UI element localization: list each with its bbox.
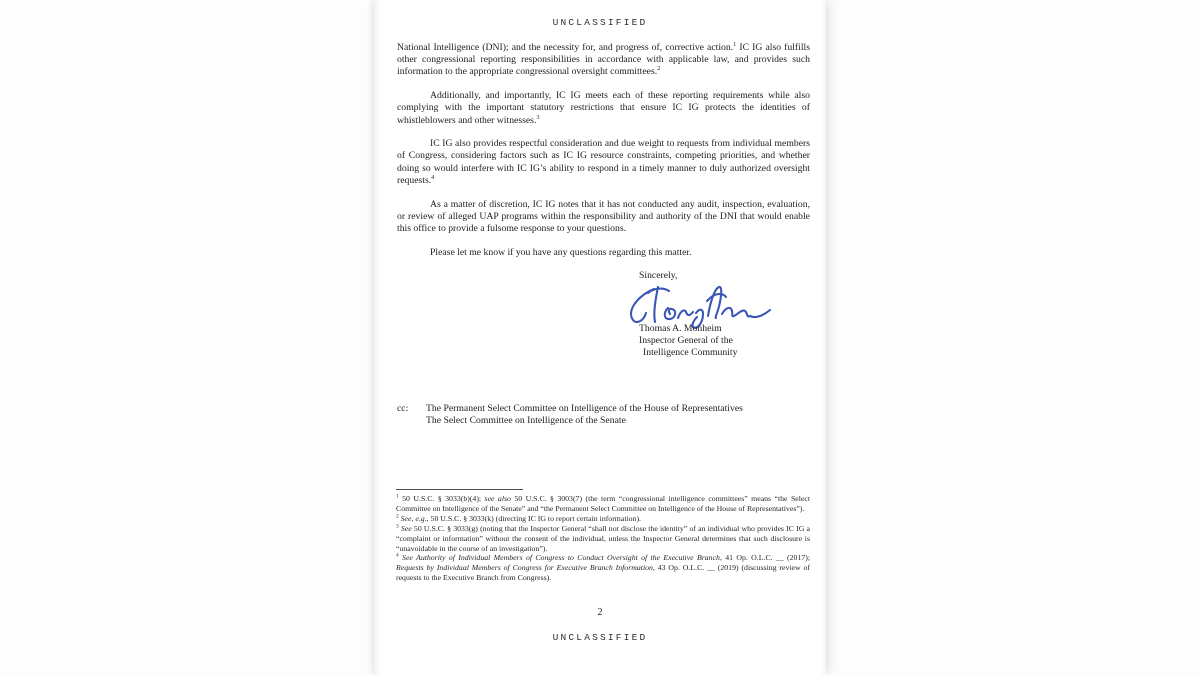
footnote: $^2$ See, e.g., 50 U.S.C. § 3033(k) (directing IC IG to report certain information). — [396, 513, 642, 523]
footnote: $^1$ 50 U.S.C. § 3033(b)(4); see also 50 U.S.C. § 3003(7) (the term “congressional intelligence committees” means “the Select Committee on Intelligence of the Senate” and “the Permanent Select Committee on Intelligence of the House of Representatives”). — [396, 493, 810, 513]
page-number: 2 — [597, 607, 603, 618]
paragraph: Please let me know if you have any questions regarding this matter. — [430, 246, 692, 258]
cc-recipient-list — [426, 403, 743, 428]
footnote-list — [396, 494, 810, 583]
cc-label: cc: — [397, 403, 409, 414]
signature-name: Thomas A. Monheim — [639, 322, 722, 334]
signature-salutation: Sincerely, — [639, 270, 678, 282]
footnotes-section — [396, 489, 810, 583]
classification-banner-top: UNCLASSIFIED — [552, 17, 648, 28]
classification-banner-bottom: UNCLASSIFIED — [552, 632, 648, 643]
cc-recipient: The Select Committee on Intelligence of the Senate — [426, 415, 626, 427]
paragraph: IC IG also provides respectful consideration and due weight to requests from individual members of Congress, considering factors such as IC IG resource constraints, competing priorities, and whether doing so would interfere with IC IG’s ability to respond in a timely manner to duly authorized oversight requests.$^4$ — [397, 138, 810, 186]
paragraph: National Intelligence (DNI); and the necessity for, and progress of, corrective action.$^1$ IC IG also fulfills other congressional reporting responsibilities in accordance with applicable law, and provides such information to the appropriate congressional oversight committees.$^2$ — [397, 40, 810, 78]
letter-body — [397, 42, 810, 359]
cc-recipient: The Permanent Select Committee on Intelligence of the House of Representatives — [426, 403, 743, 414]
letter-page — [374, 0, 826, 675]
footnote-separator — [396, 489, 523, 490]
cc-block — [397, 403, 810, 428]
paragraph: Additionally, and importantly, IC IG meets each of these reporting requirements while also complying with the important statutory restrictions that ensure IC IG protects the identities of whistleblowers and other witnesses.$^3$ — [397, 90, 810, 126]
footnote: $^3$ See 50 U.S.C. § 3033(g) (noting that the Inspector General “shall not disclose the identity” of an individual who provides IC IG a “complaint or information” without the consent of the individual, unless the Inspector General determines that such disclosure is “unavoidable in the course of an investigation”). — [396, 523, 811, 553]
paragraph: As a matter of discretion, IC IG notes that it has not conducted any audit, inspection, evaluation, or review of alleged UAP programs within the responsibility and authority of the DNI that would enable this office to provide a fulsome response to your questions. — [397, 198, 810, 234]
signature-title-line1: Inspector General of the — [639, 334, 733, 346]
signature-block — [639, 270, 810, 358]
signature-title-line2: Intelligence Community — [643, 346, 738, 358]
footnote: $^4$ See Authority of Individual Members of Congress to Conduct Oversight of the Executive Branch, 41 Op. O.L.C. __ (2017); Requests by Individual Members of Congress for Executive Branch Information, 43 Op. O.L.C. __ (2019) (discussing review of requests to the Executive Branch from Congress). — [396, 552, 811, 583]
body-paragraphs — [397, 42, 810, 259]
